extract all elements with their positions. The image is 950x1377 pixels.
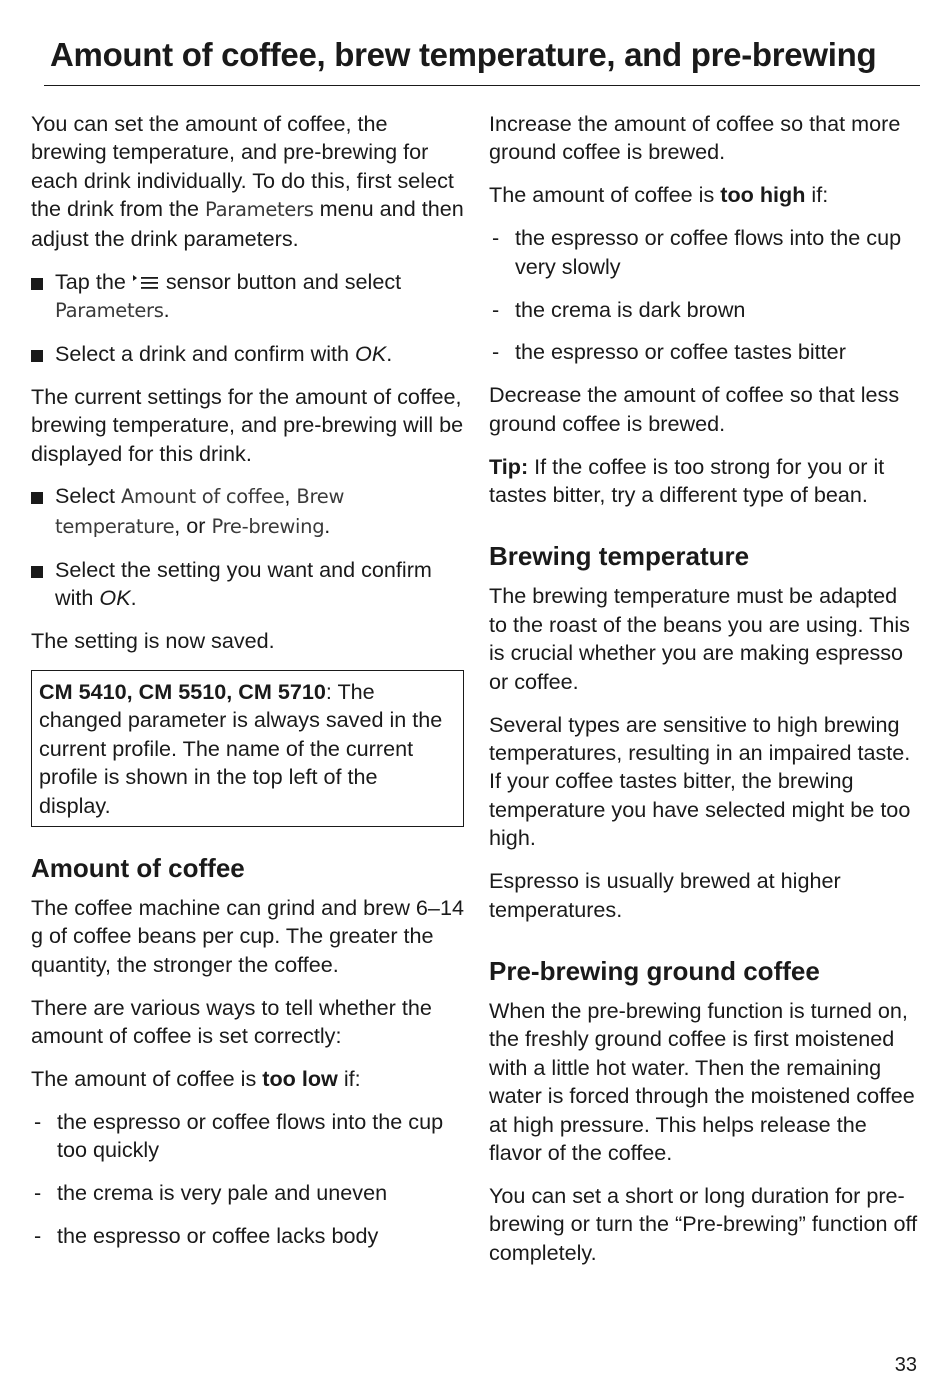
brew-temperature-option: Brew temperature: [55, 485, 345, 538]
parameters-menu-text: Parameters: [205, 198, 314, 222]
amount-of-coffee-option: Amount of coffee: [121, 485, 285, 509]
amount-of-coffee-heading: Amount of coffee: [31, 853, 245, 884]
step-text: Select: [55, 483, 122, 509]
model-note-box: [31, 670, 464, 827]
menu-sensor-icon: [132, 274, 160, 290]
low-sign-item: [31, 1222, 464, 1250]
step-text: sensor button and select: [159, 268, 402, 294]
ok-label: OK: [99, 585, 131, 611]
step-text: .: [130, 585, 137, 611]
bullet-square-icon: [31, 278, 43, 290]
too-high-text: The amount of coffee is: [489, 182, 721, 208]
high-sign-text: the espresso or coffee flows into the cup very slowly: [515, 225, 902, 279]
step-text: Select the setting you want and confirm with: [55, 556, 432, 611]
amount-paragraph-2: There are various ways to tell whether the amount of coffee is set correctly:: [31, 994, 432, 1049]
high-sign-item: [489, 224, 921, 281]
too-high-text: if:: [805, 182, 829, 208]
dash-mark: -: [492, 225, 500, 251]
too-high-emphasis: too high: [720, 182, 806, 208]
brewing-paragraph-2: Several types are sensitive to high brewing temperatures, resulting in an impaired taste. If your coffee tastes bitter, the brewing temperature you have selected might be too high.: [489, 711, 911, 851]
page-title: Amount of coffee, brew temperature, and pre-brewing: [50, 36, 877, 73]
high-sign-item: [489, 338, 921, 366]
low-sign-text: the crema is very pale and uneven: [57, 1180, 388, 1206]
high-sign-item: [489, 296, 921, 324]
decrease-paragraph: Decrease the amount of coffee so that less ground coffee is brewed.: [489, 382, 900, 436]
brewing-paragraph-3: Espresso is usually brewed at higher temperatures.: [489, 868, 841, 922]
high-sign-text: the espresso or coffee tastes bitter: [515, 339, 846, 365]
too-low-text: The amount of coffee is: [31, 1066, 263, 1092]
tip-paragraph: [489, 453, 921, 510]
model-list: CM 5410, CM 5510, CM 5710: [39, 679, 326, 704]
too-low-text: if:: [337, 1066, 361, 1092]
page-number: 33: [894, 1354, 917, 1376]
dash-mark: -: [492, 296, 500, 322]
dash-mark: -: [492, 339, 500, 365]
pre-brewing-option: Pre-brewing: [211, 514, 325, 538]
step-text: Select a drink and confirm with: [55, 340, 356, 366]
step-select-option: [31, 482, 464, 541]
step-select-drink: [31, 340, 464, 368]
step-text: .: [324, 512, 331, 538]
right-column: [489, 110, 921, 1282]
amount-paragraph-1: The coffee machine can grind and brew 6–14 g of coffee beans per cup. The greater the quantity, the stronger the coffee.: [31, 895, 464, 977]
saved-paragraph: The setting is now saved.: [31, 628, 275, 654]
parameters-menu-text: Parameters: [55, 298, 164, 322]
intro-text-after: menu and then adjust the drink parameters.: [31, 196, 464, 251]
high-sign-text: the crema is dark brown: [515, 296, 746, 322]
left-column: [31, 110, 464, 1265]
step-text: Tap the: [55, 268, 132, 294]
brewing-paragraph-1: The brewing temperature must be adapted to the roast of the beans you are using. This is crucial whether you are making espresso or coffee.: [489, 583, 910, 694]
too-low-emphasis: too low: [262, 1066, 338, 1092]
too-high-paragraph: [489, 181, 921, 209]
step-text: ,: [284, 483, 297, 509]
step-text: .: [163, 296, 170, 322]
bullet-square-icon: [31, 492, 43, 504]
dash-mark: -: [34, 1180, 42, 1206]
pre-brewing-paragraph-2: You can set a short or long duration for pre-brewing or turn the “Pre-brewing” function off completely.: [489, 1182, 918, 1265]
brewing-temperature-heading: Brewing temperature: [489, 541, 750, 572]
bullet-square-icon: [31, 350, 43, 362]
tip-text: If the coffee is too strong for you or it tastes bitter, try a different type of bean.: [489, 453, 885, 508]
intro-text: You can set the amount of coffee, the brewing temperature, and pre-brewing for each drink individually. To do this, first select the drink from the: [31, 111, 454, 222]
bullet-square-icon: [31, 566, 43, 578]
increase-paragraph: Increase the amount of coffee so that more ground coffee is brewed.: [489, 111, 901, 165]
dash-mark: -: [34, 1108, 42, 1134]
step-text: .: [386, 340, 393, 366]
intro-paragraph: [31, 110, 464, 253]
step-select-setting: [31, 556, 464, 613]
pre-brewing-paragraph-1: When the pre-brewing function is turned on, the freshly ground coffee is first moistened with a little hot water. Then the remaining water is forced through the moistened coffee at high pressure. This helps release the flavor of the coffee.: [489, 997, 915, 1165]
low-sign-text: the espresso or coffee lacks body: [57, 1223, 379, 1249]
low-sign-item: [31, 1108, 464, 1165]
pre-brewing-heading: Pre-brewing ground coffee: [489, 955, 820, 986]
low-sign-item: [31, 1179, 464, 1207]
step-text: , or: [174, 512, 212, 538]
low-sign-text: the espresso or coffee flows into the cup too quickly: [57, 1108, 444, 1163]
current-settings-paragraph: The current settings for the amount of coffee, brewing temperature, and pre-brewing will be displayed for this drink.: [31, 383, 464, 466]
note-text: : The changed parameter is always saved in the current profile. The name of the current profile is shown in the top left of the display.: [39, 679, 443, 818]
too-low-paragraph: [31, 1065, 464, 1093]
step-tap-sensor: [31, 268, 464, 326]
title-rule: [44, 85, 920, 86]
tip-label: Tip:: [489, 453, 529, 479]
dash-mark: -: [34, 1223, 42, 1249]
ok-label: OK: [355, 340, 387, 366]
